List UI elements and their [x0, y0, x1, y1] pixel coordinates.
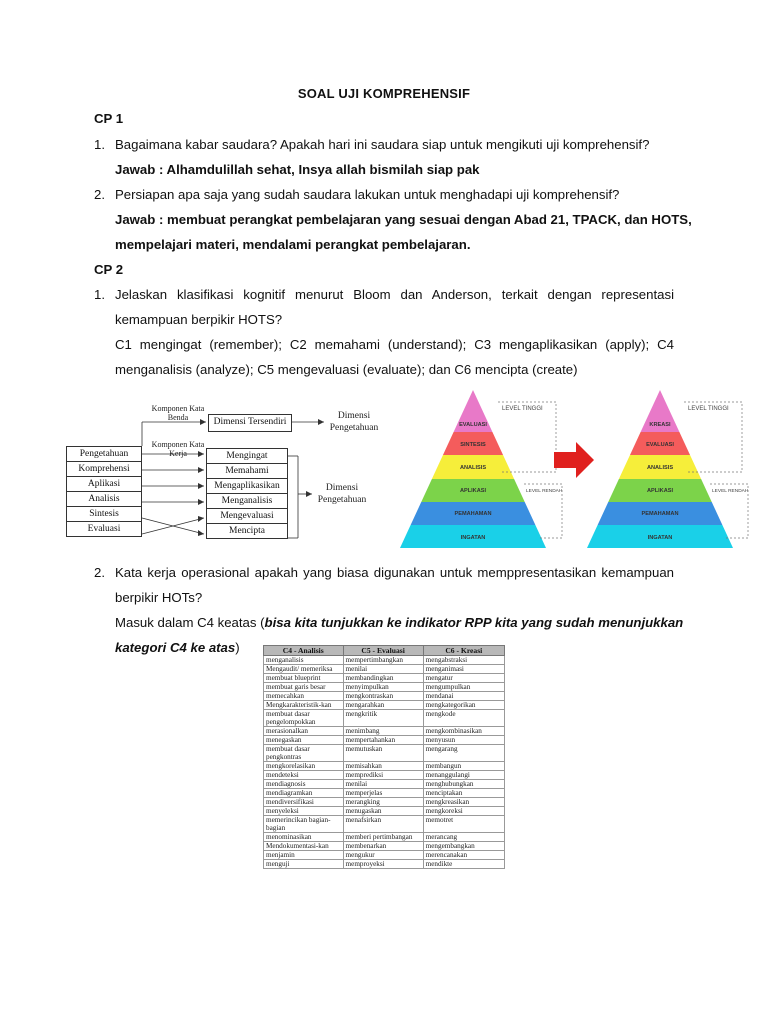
new-level-1: Mengingat: [206, 448, 288, 464]
new-level-6: Mencipta: [206, 523, 288, 539]
cp2-question-2-line1: Kata kerja operasional apakah yang biasa digunakan untuk memppresentasikan kemampuan: [115, 565, 674, 580]
table-cell: menegaskan: [264, 736, 344, 745]
table-row: [264, 727, 505, 736]
document-title: SOAL UJI KOMPREHENSIF: [297, 86, 471, 101]
dimensi-tersendiri-box: Dimensi Tersendiri: [208, 414, 292, 432]
table-cell: mengabstraksi: [423, 656, 504, 665]
header-c5: C5 - Evaluasi: [343, 646, 423, 656]
komponen-kata-kerja-label: Komponen Kata Kerja: [151, 440, 205, 458]
table-cell: membangun: [423, 762, 504, 771]
cp2-answer-2-line1: [115, 615, 684, 631]
table-cell: mengkategorikan: [423, 701, 504, 710]
right-level-label-6: INGATAN: [647, 535, 673, 541]
table-cell: membuat garis besar: [264, 683, 344, 692]
table-cell: mendikte: [423, 860, 504, 869]
table-header-row: [264, 646, 505, 656]
table-cell: menilai: [343, 665, 423, 674]
dimensi-pengetahuan-label-right: Dimensi Pengetahuan: [317, 483, 367, 505]
cp2-q1-number: 1.: [94, 287, 105, 302]
old-level-5: Sintesis: [66, 506, 142, 522]
table-cell: Mengkarakteristik-kan: [264, 701, 344, 710]
kko-table: [263, 645, 505, 869]
table-cell: memproyeksi: [343, 860, 423, 869]
table-row: [264, 674, 505, 683]
left-level-label-6: INGATAN: [460, 535, 486, 541]
table-row: [264, 842, 505, 851]
table-cell: Mengaudit/ memeriksa: [264, 665, 344, 674]
table-cell: menganimasi: [423, 665, 504, 674]
new-level-4: Menganalisis: [206, 493, 288, 509]
table-cell: Mendokumentasi-kan: [264, 842, 344, 851]
table-row: [264, 745, 505, 762]
right-level-label-4: APLIKASI: [646, 488, 674, 494]
cp2-question-1-line2: kemampuan berpikir HOTS?: [115, 312, 283, 327]
table-cell: merencanakan: [423, 851, 504, 860]
table-cell: menimbang: [343, 727, 423, 736]
table-row: [264, 798, 505, 807]
pyramid-graphic: [398, 388, 752, 550]
table-cell: memotret: [423, 816, 504, 833]
table-row: [264, 692, 505, 701]
table-row: [264, 771, 505, 780]
cp2-q2-number: 2.: [94, 565, 105, 580]
table-cell: mengumpulkan: [423, 683, 504, 692]
table-row: [264, 762, 505, 771]
left-level-label-5: PEMAHAMAN: [454, 511, 492, 517]
new-level-2: Memahami: [206, 463, 288, 479]
cp1-answer-1: Jawab : Alhamdulillah sehat, Insya allah bismilah siap pak: [115, 162, 480, 177]
left-level-label-2: SINTESIS: [460, 442, 486, 448]
cp2-answer-2-line2: [115, 640, 240, 656]
old-level-1: Pengetahuan: [66, 446, 142, 462]
cp1-question-1: Bagaimana kabar saudara? Apakah hari ini saudara siap untuk mengikuti uji komprehensif?: [115, 137, 650, 152]
table-row: [264, 710, 505, 727]
cp1-question-2: Persiapan apa saja yang sudah saudara lakukan untuk menghadapi uji komprehensif?: [115, 187, 620, 202]
table-cell: mengembangkan: [423, 842, 504, 851]
table-row: [264, 665, 505, 674]
table-cell: menyimpulkan: [343, 683, 423, 692]
answer-2-italic-end: kategori C4 ke atas: [115, 640, 236, 655]
table-cell: menjamin: [264, 851, 344, 860]
table-cell: membandingkan: [343, 674, 423, 683]
table-row: [264, 736, 505, 745]
table-cell: menilai: [343, 780, 423, 789]
table-body: [264, 656, 505, 869]
table-cell: membuat dasar pengelompokkan: [264, 710, 344, 727]
right-level-rendah-label: LEVEL RENDAH: [712, 489, 749, 494]
right-level-label-2: EVALUASI: [646, 442, 674, 448]
table-cell: menugaskan: [343, 807, 423, 816]
table-cell: menyusun: [423, 736, 504, 745]
table-cell: mengarahkan: [343, 701, 423, 710]
table-cell: mengkombinasikan: [423, 727, 504, 736]
cp2-heading: CP 2: [94, 262, 124, 277]
cp1-q1-number: 1.: [94, 137, 105, 152]
table-row: [264, 851, 505, 860]
answer-2-italic-start: bisa kita tunjukkan ke indikator RPP kita yang sudah menunjukkan: [264, 615, 684, 630]
table-row: [264, 656, 505, 665]
table-cell: mengatur: [423, 674, 504, 683]
cp1-answer-2-line1: Jawab : membuat perangkat pembelajaran yang sesuai dengan Abad 21, TPACK, dan HOTS,: [115, 212, 692, 227]
cp2-question-1-line1: Jelaskan klasifikasi kognitif menurut Bloom dan Anderson, terkait dengan representasi: [115, 287, 674, 302]
cp1-heading: CP 1: [94, 111, 124, 126]
table-cell: mengarang: [423, 745, 504, 762]
table-cell: merancang: [423, 833, 504, 842]
table-cell: merasionalkan: [264, 727, 344, 736]
cp1-q2-number: 2.: [94, 187, 105, 202]
cp1-answer-2-line2: mempelajari materi, mendalami perangkat pembelajaran.: [115, 237, 471, 252]
table-cell: merangking: [343, 798, 423, 807]
left-level-label-3: ANALISIS: [459, 465, 487, 471]
old-level-4: Analisis: [66, 491, 142, 507]
table-cell: membenarkan: [343, 842, 423, 851]
table-cell: mengkreasikan: [423, 798, 504, 807]
new-level-3: Mengaplikasikan: [206, 478, 288, 494]
answer-2-plain-start: Masuk dalam C4 keatas (: [115, 615, 265, 630]
transition-arrow: [554, 442, 594, 478]
header-c6: C6 - Kreasi: [423, 646, 504, 656]
table-cell: menghubungkan: [423, 780, 504, 789]
old-bloom-list: [66, 446, 142, 537]
bloom-revision-diagram: [66, 404, 396, 550]
cp2-question-2-line2: berpikir HOTs?: [115, 590, 203, 605]
table-cell: mendeteksi: [264, 771, 344, 780]
cp2-answer-1-line1: C1 mengingat (remember); C2 memahami (understand); C3 mengaplikasikan (apply); C4: [115, 337, 674, 352]
bloom-pyramids: [398, 388, 752, 550]
table-cell: mengkritik: [343, 710, 423, 727]
table-cell: memperjelas: [343, 789, 423, 798]
left-level-label-1: EVALUASI: [459, 422, 487, 428]
table-cell: menguji: [264, 860, 344, 869]
right-level-label-5: PEMAHAMAN: [641, 511, 679, 517]
table-cell: menominasikan: [264, 833, 344, 842]
table-cell: menafsirkan: [343, 816, 423, 833]
table-cell: membuat blueprint: [264, 674, 344, 683]
right-level-tinggi-label: LEVEL TINGGI: [688, 406, 729, 412]
table-cell: mendiversifikasi: [264, 798, 344, 807]
cp2-answer-1-line2: menganalisis (analyze); C5 mengevaluasi (evaluate); dan C6 mencipta (create): [115, 362, 578, 377]
table-row: [264, 780, 505, 789]
old-level-2: Komprehensi: [66, 461, 142, 477]
komponen-kata-benda-label: Komponen Kata Benda: [151, 404, 205, 422]
header-c4: C4 - Analisis: [264, 646, 344, 656]
left-level-label-4: APLIKASI: [459, 488, 487, 494]
new-level-5: Mengevaluasi: [206, 508, 288, 524]
new-bloom-list: [206, 448, 288, 539]
old-level-6: Evaluasi: [66, 521, 142, 537]
answer-2-plain-end: ): [235, 640, 240, 655]
table-cell: menciptakan: [423, 789, 504, 798]
table-cell: memisahkan: [343, 762, 423, 771]
table-row: [264, 789, 505, 798]
table-row: [264, 807, 505, 816]
table-cell: memerincikan bagian-bagian: [264, 816, 344, 833]
table-cell: memutuskan: [343, 745, 423, 762]
table-cell: mempertahankan: [343, 736, 423, 745]
table-row: [264, 860, 505, 869]
table-cell: mendiagnosis: [264, 780, 344, 789]
table-cell: mendiagramkan: [264, 789, 344, 798]
right-level-label-1: KREASI: [649, 422, 671, 428]
dimensi-pengetahuan-label-top: Dimensi Pengetahuan: [329, 411, 379, 433]
table-row: [264, 816, 505, 833]
table-cell: mengkontraskan: [343, 692, 423, 701]
table-cell: membuat dasar pengkontras: [264, 745, 344, 762]
table-cell: mendanai: [423, 692, 504, 701]
table-cell: memecahkan: [264, 692, 344, 701]
table-cell: mempertimbangkan: [343, 656, 423, 665]
table-cell: mengkode: [423, 710, 504, 727]
table-row: [264, 701, 505, 710]
table-cell: memberi pertimbangan: [343, 833, 423, 842]
table-cell: menyeleksi: [264, 807, 344, 816]
table-cell: mengkoreksi: [423, 807, 504, 816]
table-cell: mengukur: [343, 851, 423, 860]
table-row: [264, 833, 505, 842]
right-level-label-3: ANALISIS: [646, 465, 674, 471]
left-level-tinggi-label: LEVEL TINGGI: [502, 406, 543, 412]
table-cell: memprediksi: [343, 771, 423, 780]
old-level-3: Aplikasi: [66, 476, 142, 492]
table-cell: menanggulangi: [423, 771, 504, 780]
table-cell: mengkorelasikan: [264, 762, 344, 771]
left-level-rendah-label: LEVEL RENDAH: [526, 489, 563, 494]
table-cell: menganalisis: [264, 656, 344, 665]
table-row: [264, 683, 505, 692]
